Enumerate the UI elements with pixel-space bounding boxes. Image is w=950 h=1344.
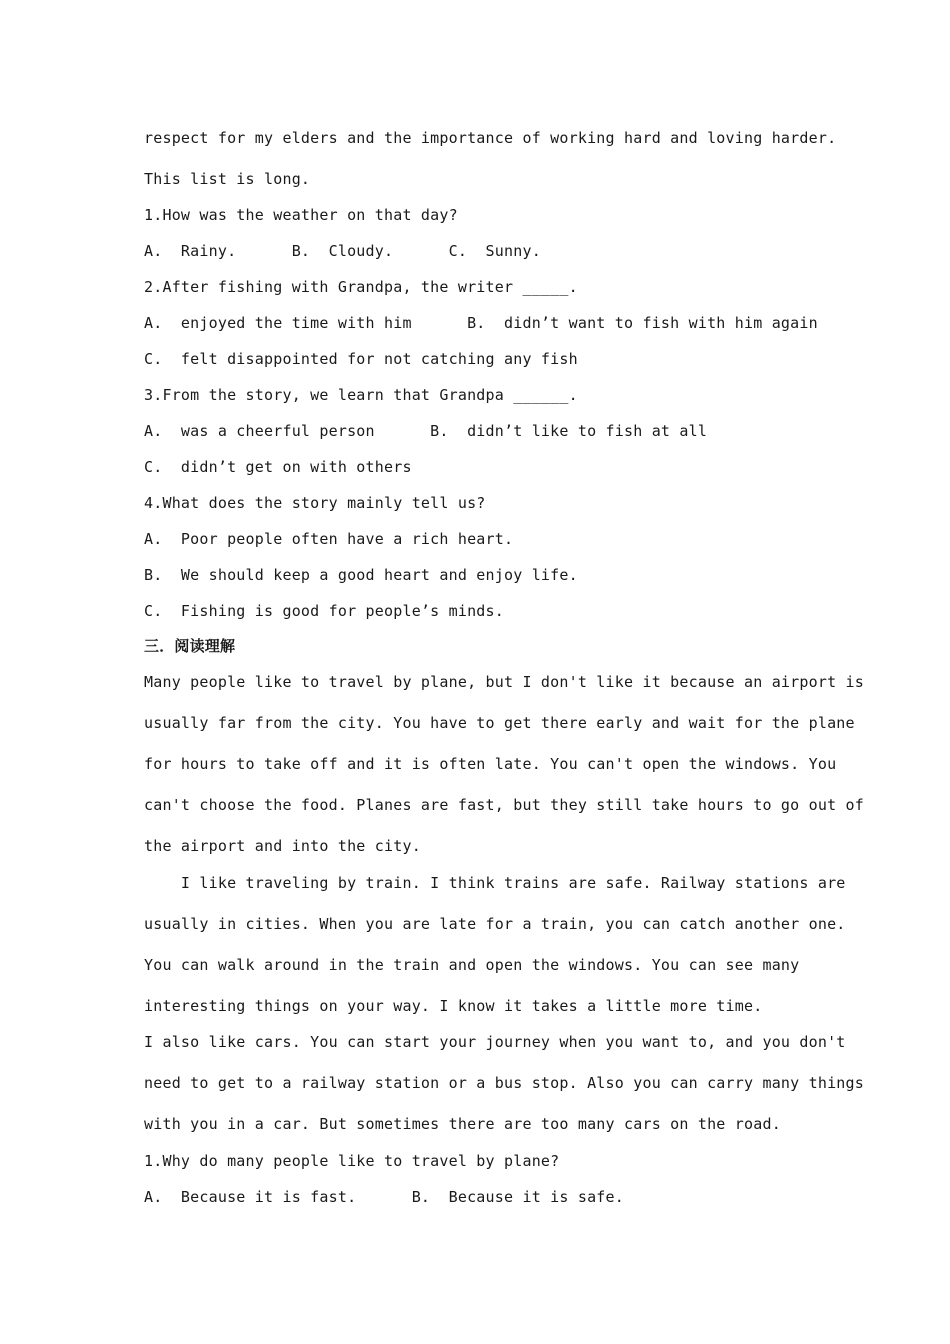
passage-line: with you in a car. But sometimes there are too many cars on the road.: [144, 1115, 781, 1133]
passage-line: usually in cities. When you are late for a train, you can catch another one.: [144, 915, 846, 933]
passage-line: for hours to take off and it is often late. You can't open the windows. You: [144, 755, 837, 773]
question-1: 1.How was the weather on that day?: [144, 206, 458, 224]
question-2-options-ab: A. enjoyed the time with him B. didn’t want to fish with him again: [144, 314, 818, 332]
passage-line: respect for my elders and the importance of working hard and loving harder.: [144, 129, 837, 147]
question-4: 4.What does the story mainly tell us?: [144, 494, 486, 512]
passage-line: the airport and into the city.: [144, 837, 421, 855]
question-4-option-b: B. We should keep a good heart and enjoy life.: [144, 566, 578, 584]
question-3: 3.From the story, we learn that Grandpa ______.: [144, 386, 578, 404]
section-heading: 三．阅读理解: [144, 637, 236, 655]
question-3-options-ab: A. was a cheerful person B. didn’t like to fish at all: [144, 422, 708, 440]
question-1-options: A. Because it is fast. B. Because it is safe.: [144, 1188, 624, 1206]
passage-line: usually far from the city. You have to get there early and wait for the plane: [144, 714, 855, 732]
question-4-option-a: A. Poor people often have a rich heart.: [144, 530, 514, 548]
question-2-option-c: C. felt disappointed for not catching any fish: [144, 350, 578, 368]
passage-line: You can walk around in the train and open the windows. You can see many: [144, 956, 800, 974]
question-1-options: A. Rainy. B. Cloudy. C. Sunny.: [144, 242, 541, 260]
question-1: 1.Why do many people like to travel by plane?: [144, 1152, 560, 1170]
passage-line: Many people like to travel by plane, but I don't like it because an airport is: [144, 673, 864, 691]
passage-line: need to get to a railway station or a bus stop. Also you can carry many things: [144, 1074, 864, 1092]
passage-line: interesting things on your way. I know it takes a little more time.: [144, 997, 763, 1015]
question-2: 2.After fishing with Grandpa, the writer _____.: [144, 278, 578, 296]
question-4-option-c: C. Fishing is good for people’s minds.: [144, 602, 504, 620]
passage-line: This list is long.: [144, 170, 311, 188]
passage-line: I also like cars. You can start your journey when you want to, and you don't: [144, 1033, 846, 1051]
passage-line: can't choose the food. Planes are fast, but they still take hours to go out of: [144, 796, 864, 814]
passage-line: I like traveling by train. I think trains are safe. Railway stations are: [144, 874, 846, 892]
question-3-option-c: C. didn’t get on with others: [144, 458, 412, 476]
